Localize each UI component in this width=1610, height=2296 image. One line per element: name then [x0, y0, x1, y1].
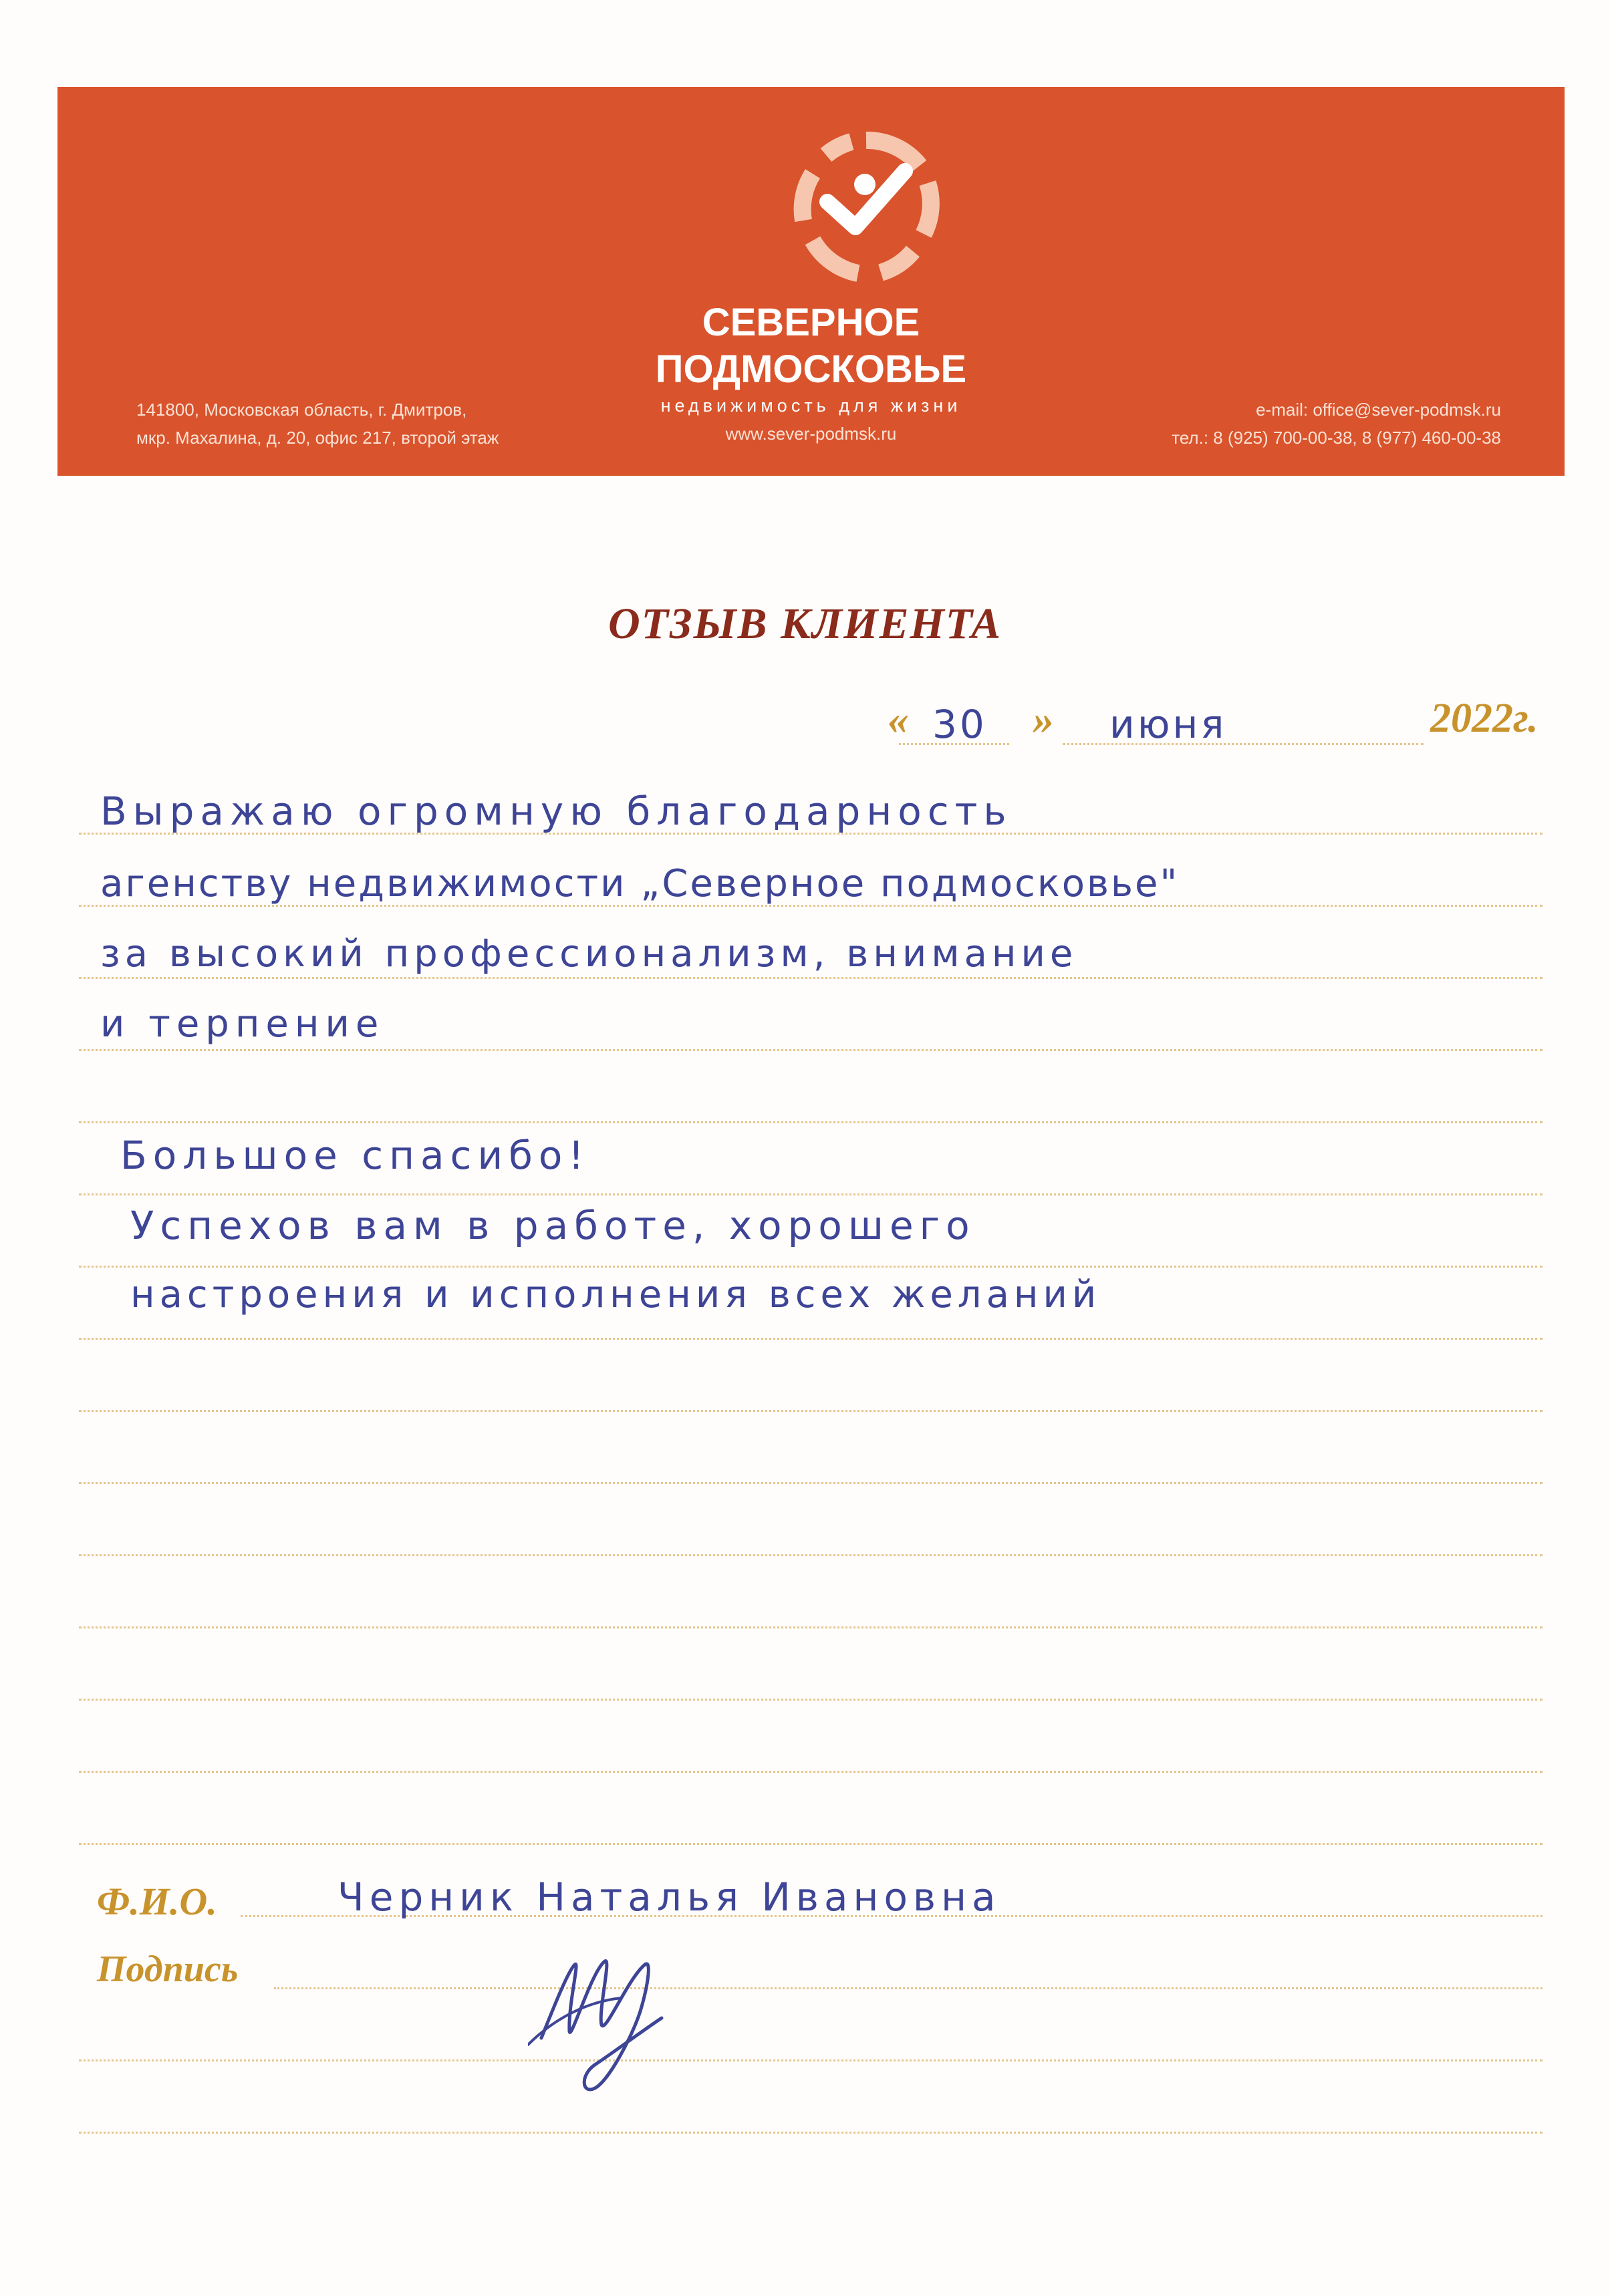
ruled-line [79, 1193, 1542, 1195]
ruled-line [79, 1771, 1542, 1773]
company-address [136, 396, 499, 452]
ruled-line [274, 1987, 1542, 1989]
ruled-line [79, 1121, 1542, 1123]
ruled-line [79, 977, 1542, 979]
date-month: июня [1109, 702, 1227, 747]
company-name [57, 299, 1565, 393]
review-line-7: настроения и исполнения всех желаний [130, 1273, 1101, 1316]
company-logo-icon [786, 127, 946, 287]
review-line-6: Успехов вам в работе, хорошего [130, 1203, 976, 1248]
review-line-3: за высокий профессионализм, внимание [100, 932, 1078, 976]
ruled-line [79, 1843, 1542, 1845]
company-email: e-mail: office@sever-podmsk.ru [1256, 400, 1501, 420]
address-line-1: 141800, Московская область, г. Дмитров, [136, 400, 467, 420]
ruled-line [79, 1482, 1542, 1484]
letterhead-banner [57, 87, 1565, 476]
company-name-line2: ПОДМОСКОВЬЕ [655, 347, 967, 391]
ruled-line [79, 1410, 1542, 1412]
company-website: www.sever-podmsk.ru [725, 424, 897, 444]
ruled-line [79, 2059, 1542, 2061]
ruled-line [79, 1699, 1542, 1701]
company-contacts [1172, 396, 1501, 452]
company-name-line1: СЕВЕРНОЕ [702, 301, 920, 344]
date-close-quote: » [1033, 696, 1054, 743]
ruled-line [79, 1338, 1542, 1340]
date-year: 2022г. [1430, 696, 1538, 741]
review-line-1: Выражаю огромную благодарность [100, 788, 1013, 834]
review-line-5: Большое спасибо! [120, 1133, 590, 1178]
company-tagline: недвижимость для жизни [660, 396, 962, 416]
review-line-2: агенству недвижимости „Северное подмосковье" [100, 862, 1180, 905]
address-line-2: мкр. Махалина, д. 20, офис 217, второй этаж [136, 428, 499, 448]
full-name-value: Черник Наталья Ивановна [338, 1874, 1001, 1920]
ruled-line [79, 1554, 1542, 1556]
date-day: 30 [932, 702, 987, 747]
ruled-line [79, 1626, 1542, 1628]
ruled-line [79, 1049, 1542, 1051]
date-open-quote: « [888, 696, 909, 743]
ruled-line [79, 2132, 1542, 2134]
company-phones: тел.: 8 (925) 700-00-38, 8 (977) 460-00-38 [1172, 428, 1501, 448]
handwritten-signature [528, 1924, 735, 2098]
full-name-label: Ф.И.О. [97, 1880, 217, 1923]
signature-label: Подпись [97, 1949, 239, 1990]
review-line-4: и терпение [100, 1002, 385, 1046]
ruled-line [79, 1266, 1542, 1268]
form-title: ОТЗЫВ КЛИЕНТА [608, 599, 1002, 648]
